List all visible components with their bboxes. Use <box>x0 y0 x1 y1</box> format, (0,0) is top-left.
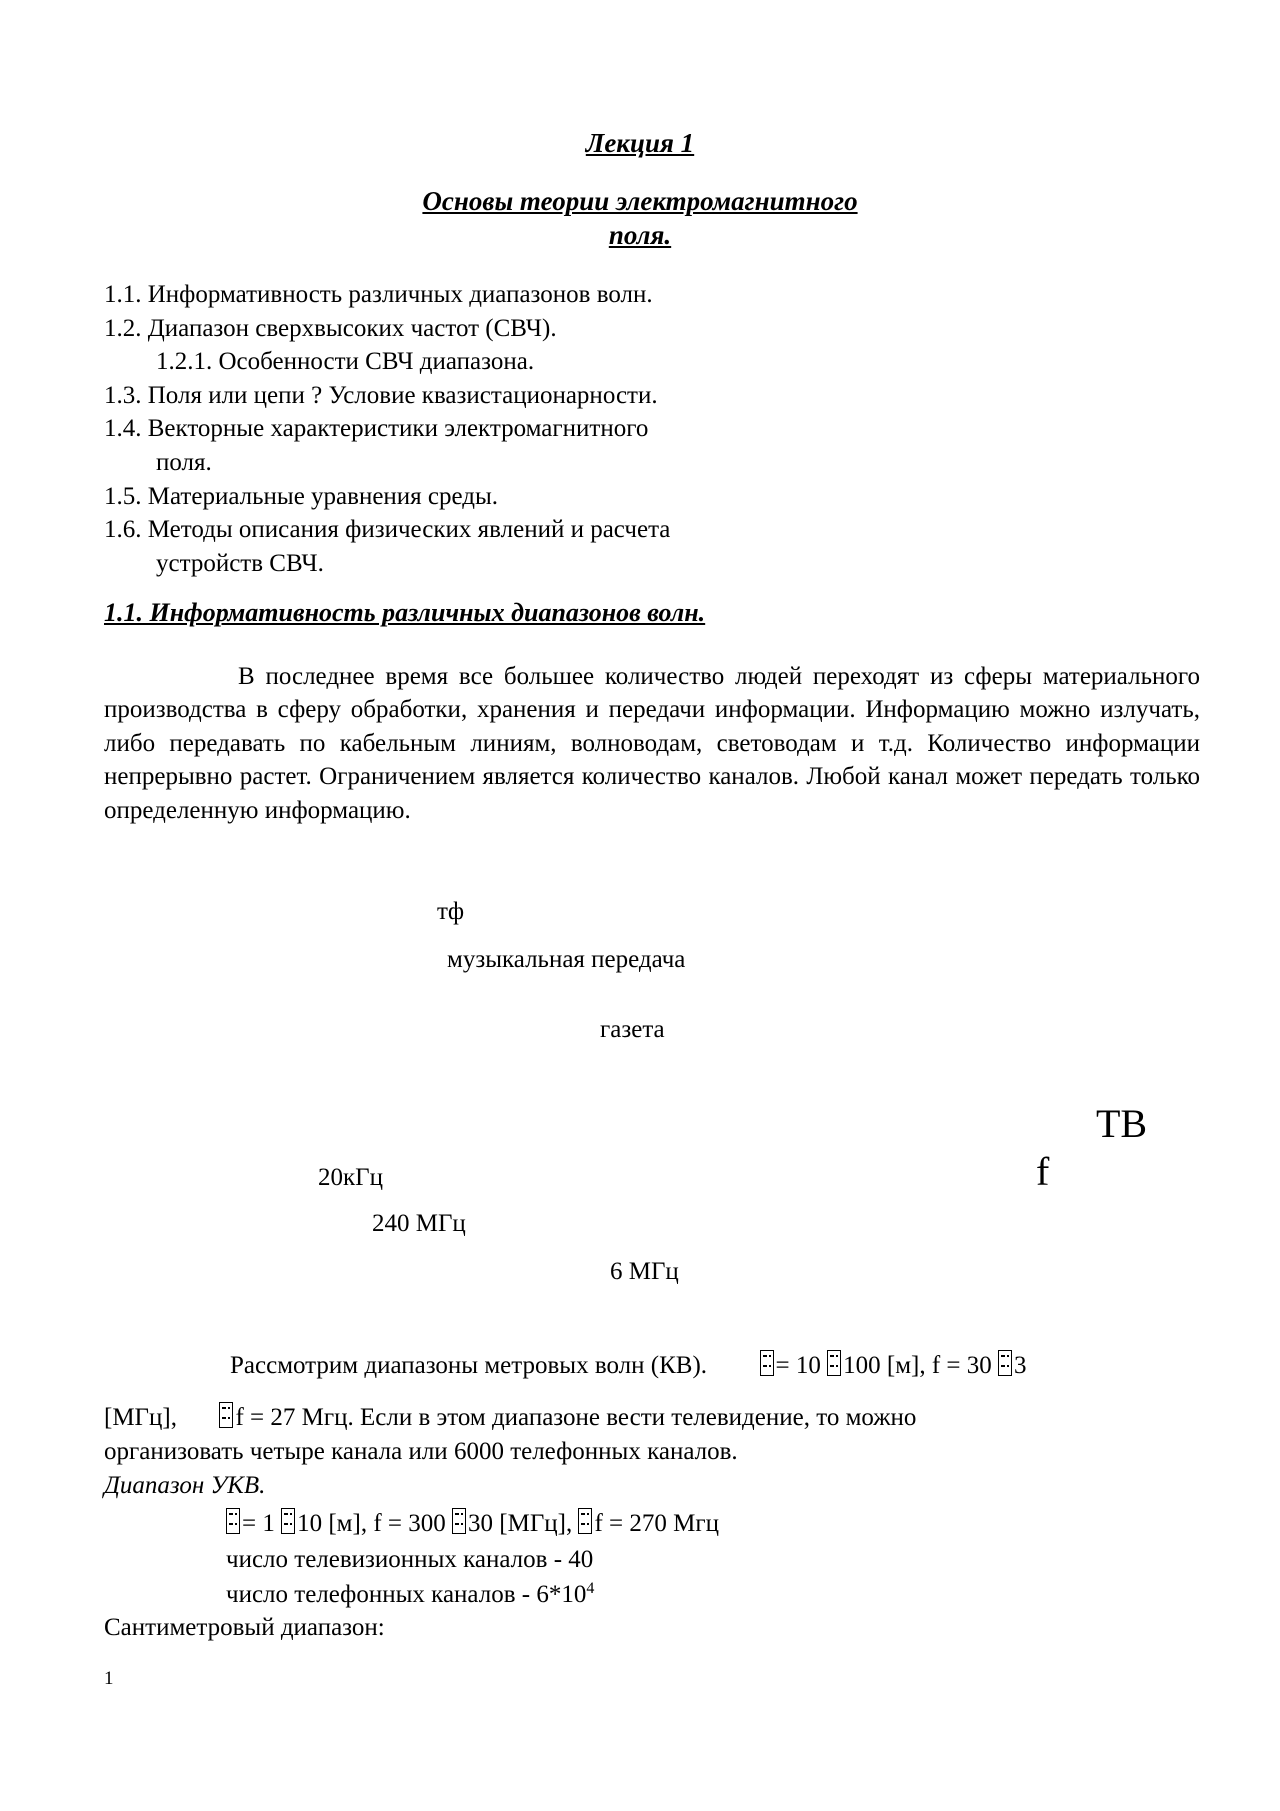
toc-item: 1.6. Методы описания физических явлений и расчета <box>104 516 671 544</box>
ukv-formula-1: = 1 <box>242 1510 275 1537</box>
ukv-title: Диапазон УКВ. <box>104 1472 266 1499</box>
kv-line2-start: [МГц], <box>104 1404 177 1431</box>
delta-symbol-icon <box>578 1508 592 1534</box>
toc-item: 1.1. Информативность различных диапазонов волн. <box>104 281 653 308</box>
approx-symbol-icon <box>452 1508 466 1534</box>
kv-formula-1: = 10 <box>775 1352 821 1379</box>
approx-symbol-icon <box>281 1508 295 1534</box>
label-240mhz: 240 МГц <box>372 1210 466 1237</box>
lecture-title: Лекция 1 <box>585 128 695 158</box>
toc-item: поля. <box>156 448 212 476</box>
kv-line2-text: f = 27 Мгц. Если в этом диапазоне вести телевидение, то можно <box>235 1404 917 1431</box>
approx-symbol-icon <box>827 1350 841 1376</box>
phone-channels <box>226 1580 594 1609</box>
ukv-formula-4: f = 270 Мгц <box>594 1510 720 1537</box>
section-heading: 1.1. Информативность различных диапазонов волн. <box>104 598 706 627</box>
label-f-axis: f <box>1036 1149 1050 1194</box>
ukv-formula-3: 30 [МГц], <box>468 1510 573 1537</box>
approx-symbol-icon <box>998 1350 1012 1376</box>
lambda-symbol-icon <box>226 1508 240 1534</box>
label-newspaper: газета <box>600 1016 665 1043</box>
phone-channels-text: число телефонных каналов - 6*10 <box>226 1581 587 1608</box>
tv-channels: число телевизионных каналов - 40 <box>226 1546 594 1573</box>
toc-item: 1.2. Диапазон сверхвысоких частот (СВЧ). <box>104 314 557 342</box>
kv-line-2 <box>104 1402 916 1432</box>
paragraph-text: В последнее время все большее количество людей переходят из сферы материального производства в сферу обработки, хранения и передачи информации. Информацию можно излучать, либо передавать по кабельным линиям, волноводам, световодам и т.д. Количество информации непрерывно растет. Ограничением является количество каналов. Любой канал может передать только определенную информацию. <box>104 663 1200 824</box>
kv-formula-2: 100 [м], f = 30 <box>843 1352 992 1379</box>
label-6mhz: 6 МГц <box>610 1258 679 1285</box>
phone-channels-exponent: 4 <box>586 1580 595 1597</box>
toc-item: 1.2.1. Особенности СВЧ диапазона. <box>156 348 535 376</box>
label-tv: ТВ <box>1096 1101 1148 1146</box>
table-of-contents <box>104 278 670 580</box>
kv-formula-3: 3 <box>1014 1352 1027 1379</box>
page-number: 1 <box>104 1668 114 1689</box>
intro-paragraph <box>104 660 1200 827</box>
ukv-formula <box>226 1508 719 1538</box>
toc-item: 1.5. Материальные уравнения среды. <box>104 482 499 510</box>
delta-symbol-icon <box>219 1402 233 1428</box>
kv-line <box>230 1350 1027 1380</box>
cm-band: Сантиметровый диапазон: <box>104 1614 385 1641</box>
toc-item: 1.3. Поля или цепи ? Условие квазистационарности. <box>104 381 658 409</box>
kv-line-intro: Рассмотрим диапазоны метровых волн (КВ). <box>230 1352 708 1379</box>
ukv-formula-2: 10 [м], f = 300 <box>297 1510 446 1537</box>
lambda-symbol-icon <box>760 1350 774 1376</box>
topic-title-line1: Основы теории электромагнитного <box>422 186 858 216</box>
label-music: музыкальная передача <box>447 946 686 973</box>
label-tf: тф <box>437 898 465 925</box>
kv-line-3: организовать четыре канала или 6000 телефонных каналов. <box>104 1438 738 1465</box>
topic-title-line2: поля. <box>608 220 672 250</box>
toc-item: 1.4. Векторные характеристики электромагнитного <box>104 415 649 443</box>
toc-item: устройств СВЧ. <box>156 549 324 577</box>
label-20khz: 20кГц <box>318 1164 383 1191</box>
